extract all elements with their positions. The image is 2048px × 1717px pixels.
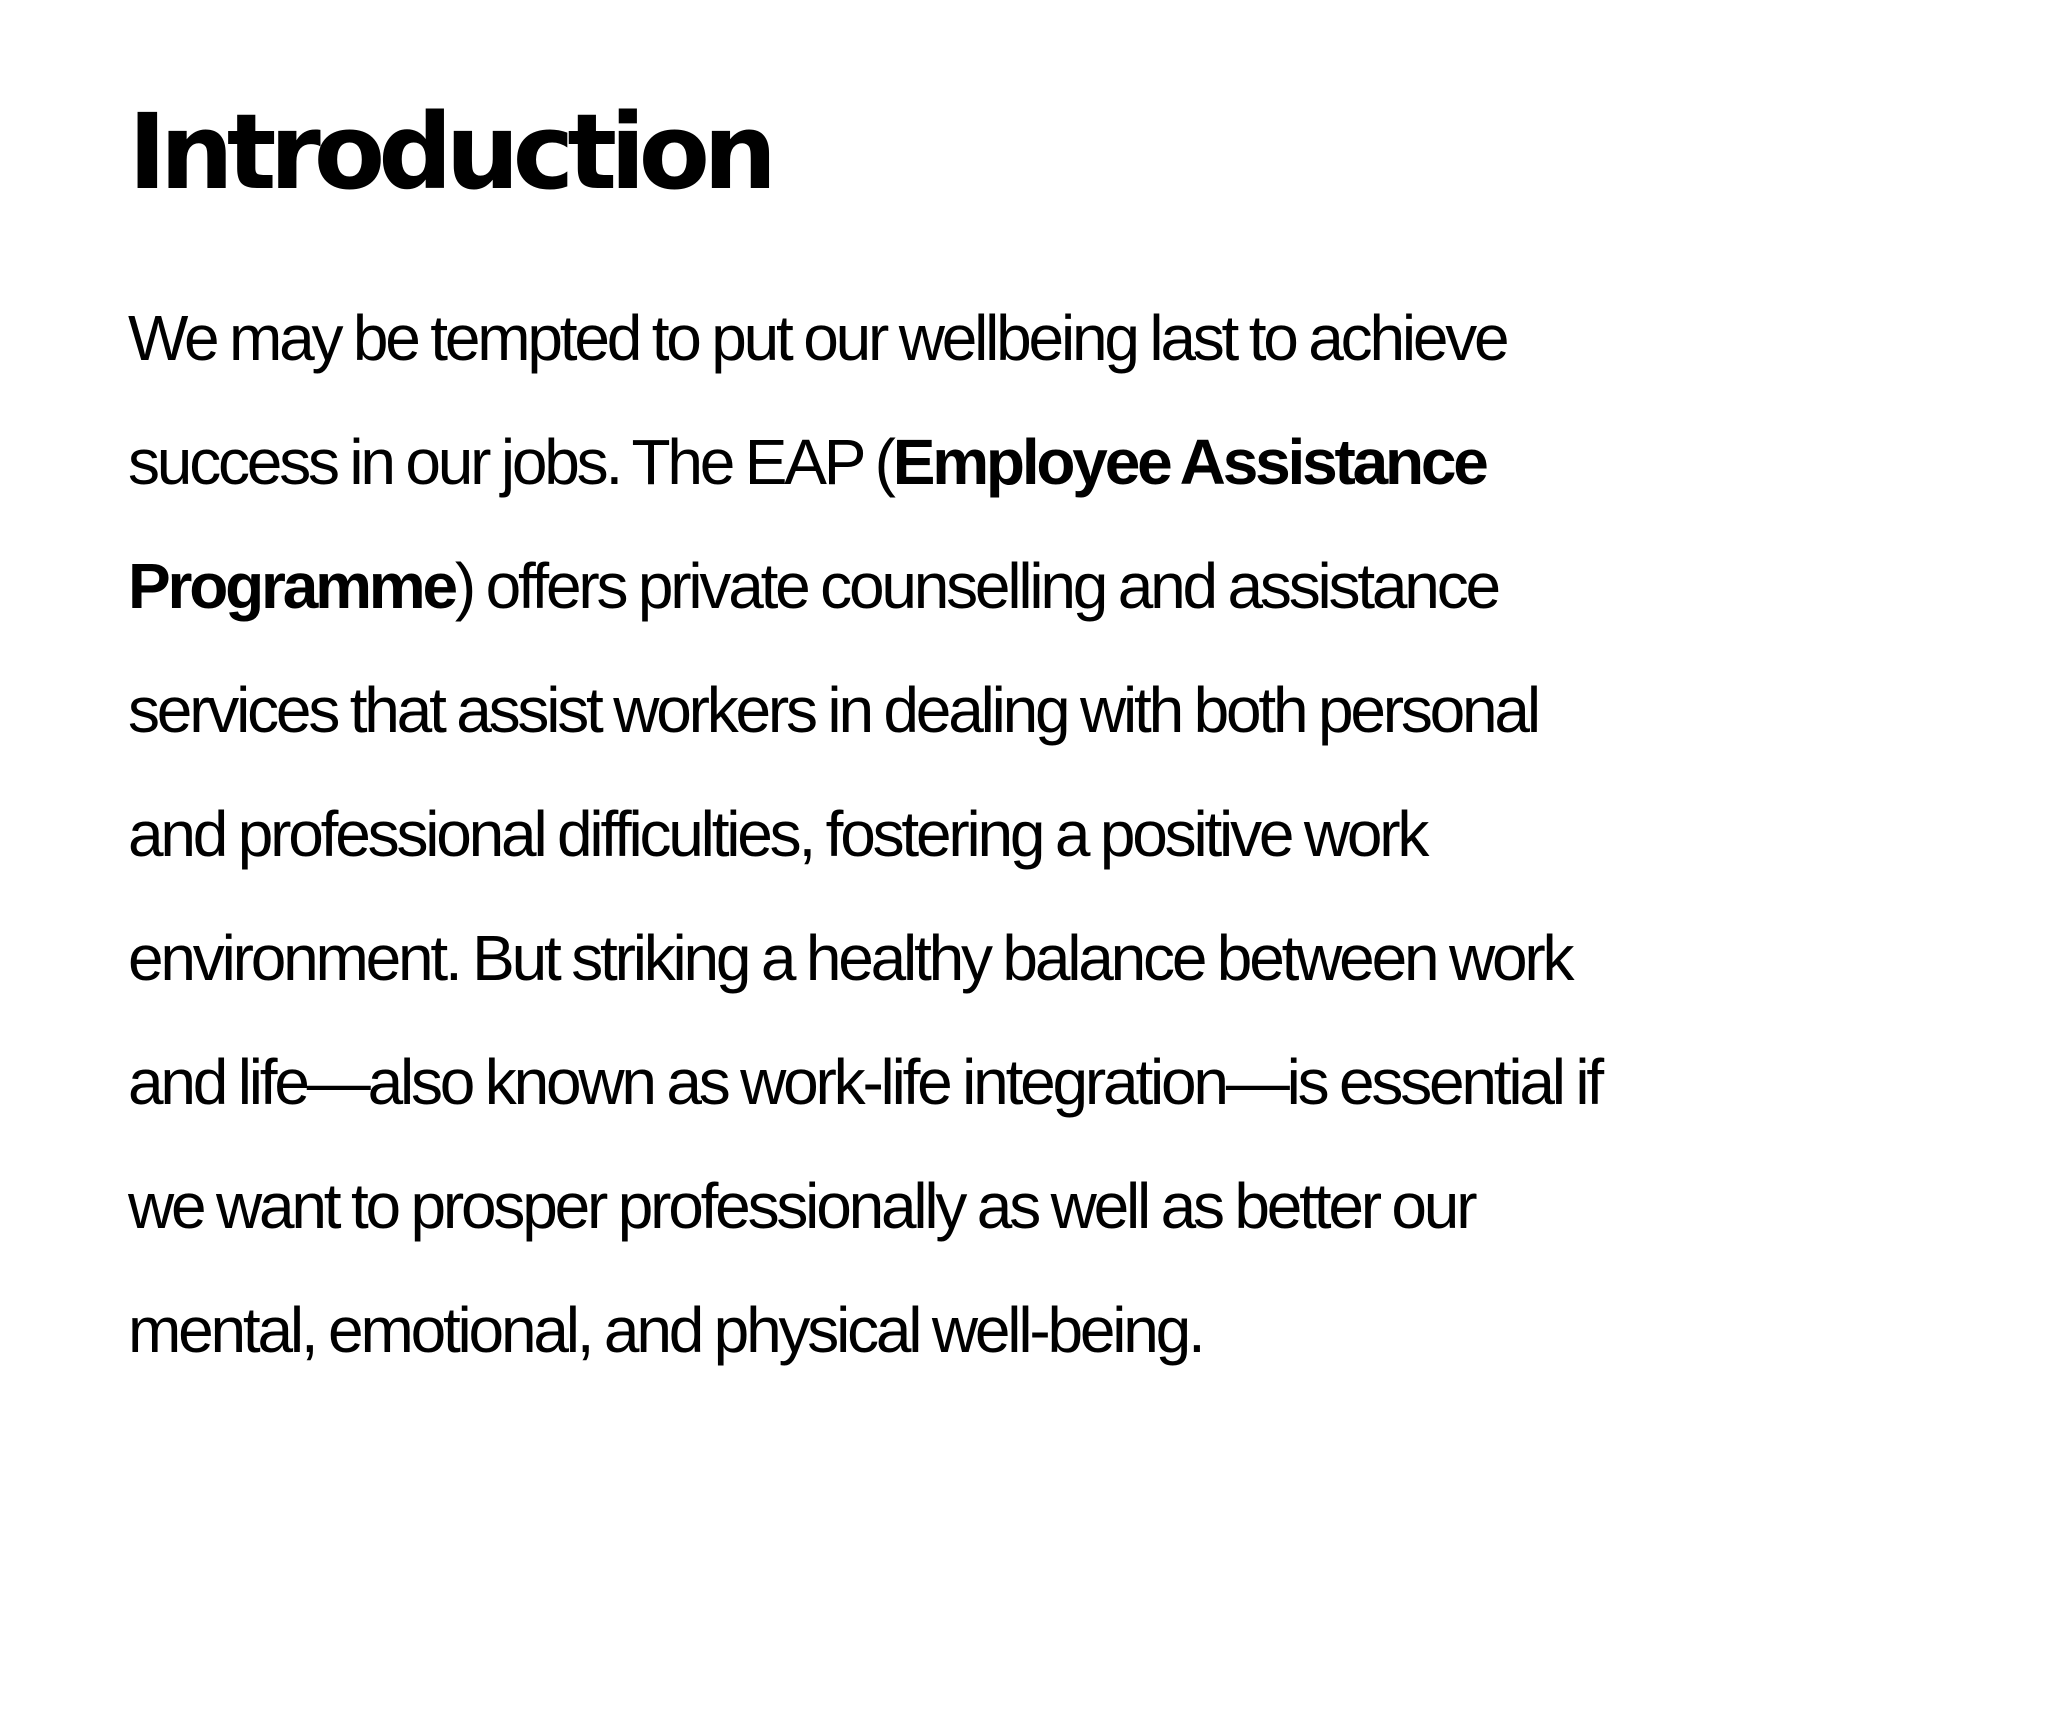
- eap-full-name-bold: Employee Assistance: [892, 426, 1486, 498]
- paragraph-line: [128, 524, 1988, 648]
- paragraph-text: success in our jobs. The EAP (: [128, 426, 893, 498]
- page-title: Introduction: [128, 91, 771, 213]
- paragraph-line: and professional difficulties, fostering a positive work: [128, 798, 1427, 870]
- paragraph-text: ) offers private counselling and assistance: [454, 550, 1498, 622]
- paragraph-line: we want to prosper professionally as well as better our: [128, 1170, 1475, 1242]
- paragraph-line: environment. But striking a healthy balance between work: [128, 922, 1572, 994]
- paragraph-line: [128, 400, 1988, 524]
- paragraph-line: and life—also known as work-life integration—is essential if: [128, 1046, 1602, 1118]
- paragraph-line: mental, emotional, and physical well-being.: [128, 1294, 1203, 1366]
- eap-full-name-bold: Programme: [128, 550, 455, 622]
- paragraph-line: services that assist workers in dealing with both personal: [128, 674, 1538, 746]
- paragraph-line: We may be tempted to put our wellbeing last to achieve: [128, 302, 1507, 374]
- intro-paragraph: [128, 276, 1988, 1392]
